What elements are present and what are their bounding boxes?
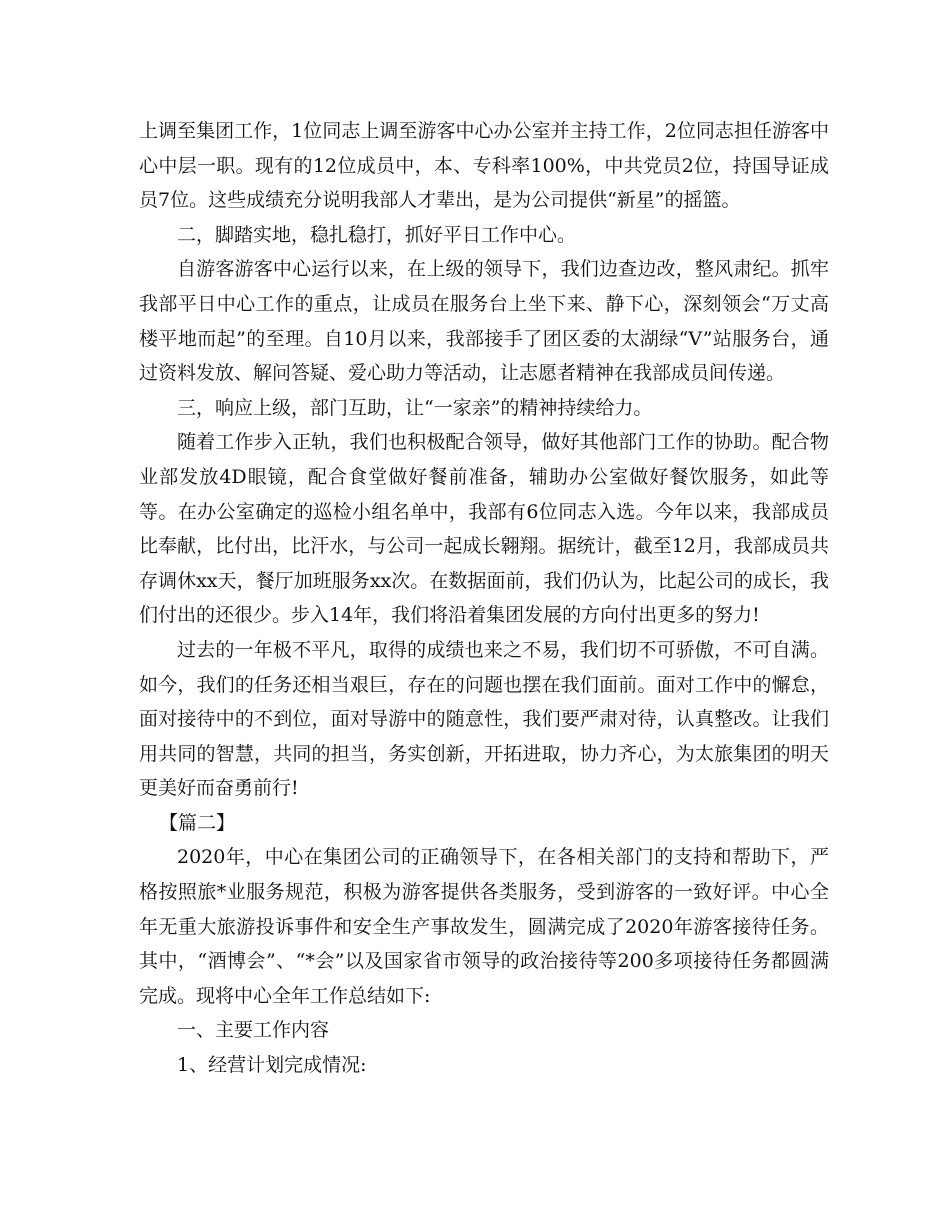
paragraph-cooperation: 随着工作步入正轨，我们也积极配合领导，做好其他部门工作的协助。配合物业部发放4D眼镜，配合食堂做好餐前准备，辅助办公室做好餐饮服务，如此等等。在办公室确定的巡检小组名单中，我部有6位同志入选。今年以来，我部成员比奉献，比付出，比汗水，与公司一起成长翱翔。据统计，截至12月，我部成员共存调休xx天，餐厅加班服务xx次。在数据面前，我们仍认为，比起公司的成长，我们付出的还很少。步入14年，我们将沿着集团发展的方向付出更多的努力!	[139, 431, 829, 627]
section-heading-three: 三，响应上级，部门互助，让“一家亲”的精神持续给力。	[177, 396, 653, 419]
paragraph-part-two-intro: 2020年，中心在集团公司的正确领导下，在各相关部门的支持和帮助下，严格按照旅*业服务规范，积极为游客提供各类服务，受到游客的一致好评。中心全年无重大旅游投诉事件和安全生产事故发生，圆满完成了2020年游客接待任务。其中，“酒博会”、“*会”以及国家省市领导的政治接待等200多项接待任务都圆满完成。现将中心全年工作总结如下:	[139, 846, 829, 1007]
paragraph-daily-work: 自游客游客中心运行以来，在上级的领导下，我们边查边改，整风肃纪。抓牢我部平日中心工作的重点，让成员在服务台上坐下来、静下心，深刻领会“万丈高楼平地而起”的至理。自10月以来，我部接手了团区委的太湖绿“V”站服务台，通过资料发放、解问答疑、爱心助力等活动，让志愿者精神在我部成员间传递。	[139, 258, 829, 385]
paragraph-conclusion: 过去的一年极不平凡，取得的成绩也来之不易，我们切不可骄傲，不可自满。如今，我们的任务还相当艰巨，存在的问题也摆在我们面前。面对工作中的懈怠，面对接待中的不到位，面对导游中的随意性，我们要严肃对待，认真整改。让我们用共同的智慧，共同的担当，务实创新，开拓进取，协力齐心，为太旅集团的明天更美好而奋勇前行!	[139, 638, 829, 800]
document-body	[139, 114, 829, 1083]
section-heading-two: 二，脚踏实地，稳扎稳打，抓好平日工作中心。	[177, 223, 577, 246]
section-heading-main-work: 一、主要工作内容	[177, 1019, 330, 1042]
part-two-heading: 【篇二】	[159, 811, 236, 834]
paragraph-personnel: 上调至集团工作，1位同志上调至游客中心办公室并主持工作，2位同志担任游客中心中层一职。现有的12位成员中，本、专科率100%，中共党员2位，持国导证成员7位。这些成绩充分说明我部人才辈出，是为公司提供“新星”的摇篮。	[139, 120, 829, 212]
subsection-heading-plan: 1、经营计划完成情况:	[177, 1054, 367, 1077]
